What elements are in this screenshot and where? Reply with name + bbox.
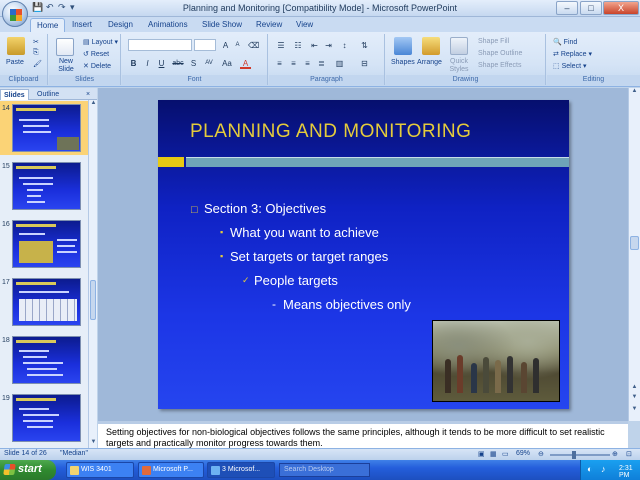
scroll-up-icon[interactable]: ▲ bbox=[631, 88, 638, 94]
notes-pane[interactable] bbox=[98, 421, 628, 448]
pane-tabs bbox=[0, 88, 97, 100]
reset-button[interactable]: ↺ Reset bbox=[83, 51, 110, 58]
photo-person bbox=[521, 362, 527, 393]
align-text-icon[interactable]: ⊟ bbox=[361, 59, 368, 68]
shapes-button[interactable]: Shapes bbox=[391, 59, 415, 66]
select-button[interactable]: ⬚ Select ▾ bbox=[553, 63, 587, 70]
thumbnail-line bbox=[27, 374, 63, 376]
find-button[interactable]: 🔍 Find bbox=[553, 39, 578, 46]
scroll-thumb[interactable] bbox=[630, 236, 639, 250]
thumbnail-title-bar bbox=[16, 282, 56, 285]
title-bar bbox=[0, 0, 640, 17]
shape-outline-button[interactable]: Shape Outline bbox=[478, 50, 523, 57]
paste-icon[interactable] bbox=[7, 37, 25, 55]
bold-button[interactable]: B bbox=[130, 59, 137, 68]
photo-person bbox=[495, 360, 501, 393]
underline-button[interactable]: U bbox=[158, 59, 165, 68]
thumbnail-number: 19 bbox=[2, 395, 10, 402]
scroll-up-icon[interactable]: ▲ bbox=[90, 100, 97, 106]
thumbnail-title-bar bbox=[16, 224, 56, 227]
tab-view[interactable]: View bbox=[296, 20, 314, 29]
new-slide-button[interactable]: New Slide bbox=[58, 58, 74, 73]
thumbnail-line bbox=[23, 362, 63, 364]
text-shadow-button[interactable]: S bbox=[190, 59, 197, 68]
tab-animations[interactable]: Animations bbox=[148, 20, 188, 29]
windows-flag-icon bbox=[3, 464, 16, 475]
thumbnail-line bbox=[19, 119, 49, 121]
thumbnail-number: 17 bbox=[2, 279, 10, 286]
format-painter-icon[interactable]: 🖌 bbox=[33, 61, 42, 68]
shapes-icon[interactable] bbox=[394, 37, 412, 55]
thumbnail-image bbox=[12, 336, 81, 384]
bullet-level-2[interactable]: What you want to achieve bbox=[230, 225, 379, 240]
check-marker: ✓ bbox=[242, 275, 250, 285]
dash-marker: - bbox=[272, 297, 276, 311]
thumbnail-line bbox=[27, 426, 53, 428]
paragraph-group bbox=[269, 34, 385, 85]
accent-block bbox=[158, 157, 184, 167]
paragraph-label: Paragraph bbox=[269, 75, 384, 85]
zoom-slider-thumb[interactable] bbox=[572, 451, 576, 459]
layout-button[interactable]: ▤ Layout ▾ bbox=[83, 39, 119, 46]
office-logo-icon bbox=[10, 9, 22, 21]
maximize-button[interactable]: □ bbox=[580, 1, 602, 15]
thumbnail-line bbox=[27, 201, 45, 203]
clock[interactable]: 2:31 PM bbox=[619, 465, 633, 479]
tab-insert[interactable]: Insert bbox=[72, 20, 93, 29]
clipboard-label: Clipboard bbox=[0, 75, 47, 85]
bullet-marker: ▪ bbox=[220, 227, 224, 237]
photo-person bbox=[507, 356, 513, 393]
font-color-button[interactable]: A bbox=[240, 58, 251, 69]
thumbnail-line bbox=[19, 350, 49, 352]
zoom-out-icon[interactable]: ⊖ bbox=[538, 451, 544, 458]
customize-qat-icon[interactable]: ▾ bbox=[70, 2, 75, 12]
thumbnail-line bbox=[27, 368, 57, 370]
thumbnail-photo bbox=[57, 137, 79, 150]
main-scrollbar[interactable] bbox=[628, 88, 640, 421]
grow-font-button[interactable]: A bbox=[222, 41, 229, 50]
select-label: Select bbox=[561, 63, 582, 70]
arrange-button[interactable]: Arrange bbox=[417, 59, 442, 66]
zoom-in-icon[interactable]: ⊕ bbox=[612, 451, 618, 458]
clipboard-group bbox=[0, 34, 48, 85]
thumbnail-line bbox=[27, 189, 43, 191]
thumbnail-table bbox=[19, 299, 77, 321]
powerpoint-icon bbox=[142, 466, 151, 475]
thumbnail-image bbox=[12, 278, 81, 326]
numbering-icon[interactable]: ☷ bbox=[294, 41, 302, 50]
photo-person bbox=[457, 355, 463, 393]
font-name-field[interactable] bbox=[128, 39, 192, 51]
thumbnail-title-bar bbox=[16, 398, 56, 401]
tab-outline[interactable]: Outline bbox=[37, 91, 60, 98]
slide-thumbnail-18[interactable] bbox=[0, 333, 88, 387]
tab-design[interactable]: Design bbox=[108, 20, 133, 29]
slide-thumbnail-17[interactable] bbox=[0, 275, 88, 329]
justify-icon[interactable]: ≣ bbox=[318, 59, 325, 68]
system-tray bbox=[580, 460, 640, 480]
scroll-down-icon[interactable]: ▼ bbox=[631, 406, 638, 412]
zoom-level[interactable]: 69% bbox=[516, 450, 531, 457]
bullet-level-2[interactable]: Set targets or target ranges bbox=[230, 249, 389, 264]
font-group bbox=[122, 34, 268, 85]
office-button[interactable] bbox=[2, 1, 28, 27]
taskbar bbox=[0, 460, 640, 480]
italic-button[interactable]: I bbox=[146, 59, 149, 68]
window-icon bbox=[211, 466, 220, 475]
shape-effects-button[interactable]: Shape Effects bbox=[478, 62, 522, 69]
text-direction-icon[interactable]: ⇅ bbox=[361, 41, 368, 50]
minimize-button[interactable]: – bbox=[556, 1, 578, 15]
drawing-label: Drawing bbox=[386, 75, 545, 85]
tab-slides[interactable]: Slides bbox=[0, 89, 29, 100]
slide-thumbnail-14[interactable] bbox=[0, 101, 88, 155]
zoom-slider[interactable] bbox=[550, 454, 610, 456]
taskbar-item-powerpoint[interactable] bbox=[138, 462, 204, 478]
increase-indent-icon[interactable]: ⇥ bbox=[325, 41, 332, 50]
thumbnail-line bbox=[19, 291, 69, 293]
folder-icon bbox=[70, 466, 79, 475]
slides-group bbox=[49, 34, 121, 85]
thumbnail-line bbox=[23, 420, 53, 422]
copy-icon[interactable]: ⎘ bbox=[33, 49, 39, 56]
fit-to-window-icon[interactable]: ⊡ bbox=[626, 451, 632, 458]
tray-icon[interactable]: ◐ bbox=[587, 464, 593, 474]
thumbnail-title-bar bbox=[16, 166, 56, 169]
ribbon-tabs bbox=[0, 17, 640, 32]
slide-indicator: Slide 14 of 26 bbox=[4, 450, 47, 457]
theme-name[interactable]: "Median" bbox=[60, 450, 88, 457]
delete-label: Delete bbox=[90, 63, 112, 70]
slides-pane bbox=[0, 88, 97, 448]
slide[interactable] bbox=[158, 100, 569, 409]
thumbnail-number: 14 bbox=[2, 105, 10, 112]
slide-thumbnail-16[interactable] bbox=[0, 217, 88, 271]
bullet-marker: □ bbox=[191, 204, 198, 216]
status-bar bbox=[0, 448, 640, 460]
replace-button[interactable]: ⇄ Replace ▾ bbox=[553, 51, 592, 58]
thumbnail-number: 15 bbox=[2, 163, 10, 170]
slide-photo[interactable] bbox=[432, 320, 560, 402]
slide-show-icon[interactable]: ▭ bbox=[502, 451, 509, 458]
scroll-down-icon[interactable]: ▼ bbox=[90, 439, 97, 445]
desktop-search-input[interactable]: Search Desktop bbox=[279, 463, 370, 477]
thumbnail-line bbox=[23, 125, 49, 127]
paste-button[interactable]: Paste bbox=[6, 59, 24, 66]
slide-thumbnail-15[interactable] bbox=[0, 159, 88, 213]
accent-bar bbox=[186, 157, 569, 167]
photo-person bbox=[445, 359, 451, 393]
thumbnail-line bbox=[57, 251, 77, 253]
photo-person bbox=[471, 363, 477, 393]
layout-label: Layout bbox=[91, 39, 113, 46]
thumbnail-image bbox=[12, 162, 81, 210]
font-label: Font bbox=[122, 75, 267, 85]
window-title: Planning and Monitoring [Compatibility Mode] - Microsoft PowerPoint bbox=[182, 3, 458, 13]
normal-view-icon[interactable]: ▣ bbox=[478, 451, 485, 458]
new-slide-icon[interactable] bbox=[56, 38, 74, 56]
thumbnail-line bbox=[19, 233, 45, 235]
close-pane-icon[interactable]: × bbox=[86, 91, 91, 98]
taskbar-item-wis[interactable] bbox=[66, 462, 134, 478]
start-label: start bbox=[18, 463, 42, 475]
bullets-icon[interactable]: ☰ bbox=[277, 41, 285, 50]
thumbnail-map bbox=[19, 241, 53, 263]
cut-icon[interactable]: ✂ bbox=[33, 39, 39, 46]
reset-label: Reset bbox=[90, 51, 110, 58]
scroll-thumb[interactable] bbox=[90, 280, 96, 320]
slide-sorter-icon[interactable]: ▦ bbox=[490, 451, 497, 458]
bullet-level-1[interactable]: Section 3: Objectives bbox=[204, 201, 327, 216]
volume-icon[interactable]: ♪ bbox=[601, 464, 606, 474]
delete-button[interactable]: ✕ Delete bbox=[83, 63, 112, 70]
thumbnail-line bbox=[27, 195, 41, 197]
bullet-level-3[interactable]: People targets bbox=[254, 273, 338, 288]
previous-slide-icon[interactable]: ▲ bbox=[631, 384, 638, 390]
shape-fill-button[interactable]: Shape Fill bbox=[478, 38, 510, 45]
thumbnail-title-bar bbox=[16, 108, 56, 111]
font-size-field[interactable] bbox=[194, 39, 216, 51]
slides-label: Slides bbox=[49, 75, 120, 85]
quick-styles-button[interactable]: Quick Styles bbox=[449, 58, 469, 73]
photo-person bbox=[533, 358, 539, 393]
editing-label: Editing bbox=[547, 75, 640, 85]
strikethrough-button[interactable]: abc bbox=[172, 60, 184, 67]
columns-icon[interactable]: ▥ bbox=[335, 59, 344, 68]
editing-group bbox=[547, 34, 640, 85]
task-label: 3 Microsof... bbox=[222, 466, 261, 473]
tab-home[interactable]: Home bbox=[30, 18, 65, 32]
redo-icon[interactable]: ↷ bbox=[58, 2, 66, 12]
slide-thumbnail-19[interactable] bbox=[0, 391, 88, 445]
tab-review[interactable]: Review bbox=[256, 20, 283, 29]
find-label: Find bbox=[563, 39, 578, 46]
character-spacing-button[interactable]: AV bbox=[205, 60, 213, 66]
close-button[interactable]: X bbox=[603, 1, 639, 15]
task-label: WIS 3401 bbox=[81, 466, 112, 473]
thumbnail-line bbox=[19, 408, 49, 410]
thumbnail-image bbox=[12, 104, 81, 152]
clear-formatting-icon[interactable]: ⌫ bbox=[248, 41, 260, 50]
tab-slide-show[interactable]: Slide Show bbox=[202, 20, 243, 29]
thumbnail-image bbox=[12, 394, 81, 442]
align-left-icon[interactable]: ≡ bbox=[277, 59, 282, 68]
thumbnail-line bbox=[23, 131, 51, 133]
quick-styles-icon[interactable] bbox=[450, 37, 468, 55]
thumbnail-line bbox=[23, 414, 59, 416]
align-center-icon[interactable]: ≡ bbox=[291, 59, 296, 68]
replace-label: Replace bbox=[560, 51, 587, 58]
drawing-group bbox=[386, 34, 546, 85]
thumbnail-number: 18 bbox=[2, 337, 10, 344]
slides-pane-scrollbar[interactable] bbox=[88, 100, 97, 448]
line-spacing-icon[interactable]: ↕ bbox=[342, 41, 347, 50]
bullet-level-4[interactable]: Means objectives only bbox=[283, 297, 411, 312]
save-icon[interactable]: 💾 bbox=[32, 2, 44, 12]
bullet-marker: ▪ bbox=[220, 251, 224, 261]
decrease-indent-icon[interactable]: ⇤ bbox=[311, 41, 318, 50]
slide-canvas bbox=[98, 88, 628, 421]
taskbar-item-microsoft[interactable] bbox=[207, 462, 275, 478]
thumbnail-number: 16 bbox=[2, 221, 10, 228]
slide-title[interactable]: PLANNING AND MONITORING bbox=[190, 121, 472, 142]
photo-person bbox=[483, 357, 489, 393]
thumbnail-line bbox=[23, 356, 47, 358]
align-right-icon[interactable]: ≡ bbox=[305, 59, 310, 68]
task-label: Microsoft P... bbox=[153, 466, 193, 473]
thumbnail-line bbox=[57, 239, 77, 241]
ribbon bbox=[0, 32, 640, 87]
undo-icon[interactable]: ↶ bbox=[46, 2, 54, 12]
start-button[interactable] bbox=[0, 460, 56, 480]
shrink-font-button[interactable]: A bbox=[235, 42, 240, 48]
thumbnail-image bbox=[12, 220, 81, 268]
thumbnail-line bbox=[23, 183, 53, 185]
thumbnail-line bbox=[57, 245, 75, 247]
arrange-icon[interactable] bbox=[422, 37, 440, 55]
thumbnail-line bbox=[19, 177, 53, 179]
thumbnail-title-bar bbox=[16, 340, 56, 343]
next-slide-icon[interactable]: ▼ bbox=[631, 394, 638, 400]
notes-text[interactable]: Setting objectives for non-biological objectives follows the same principles, although it tends to be more difficult to set realistic targets and practically monitor progress towards them. bbox=[106, 427, 605, 448]
change-case-button[interactable]: Aa bbox=[222, 59, 232, 68]
